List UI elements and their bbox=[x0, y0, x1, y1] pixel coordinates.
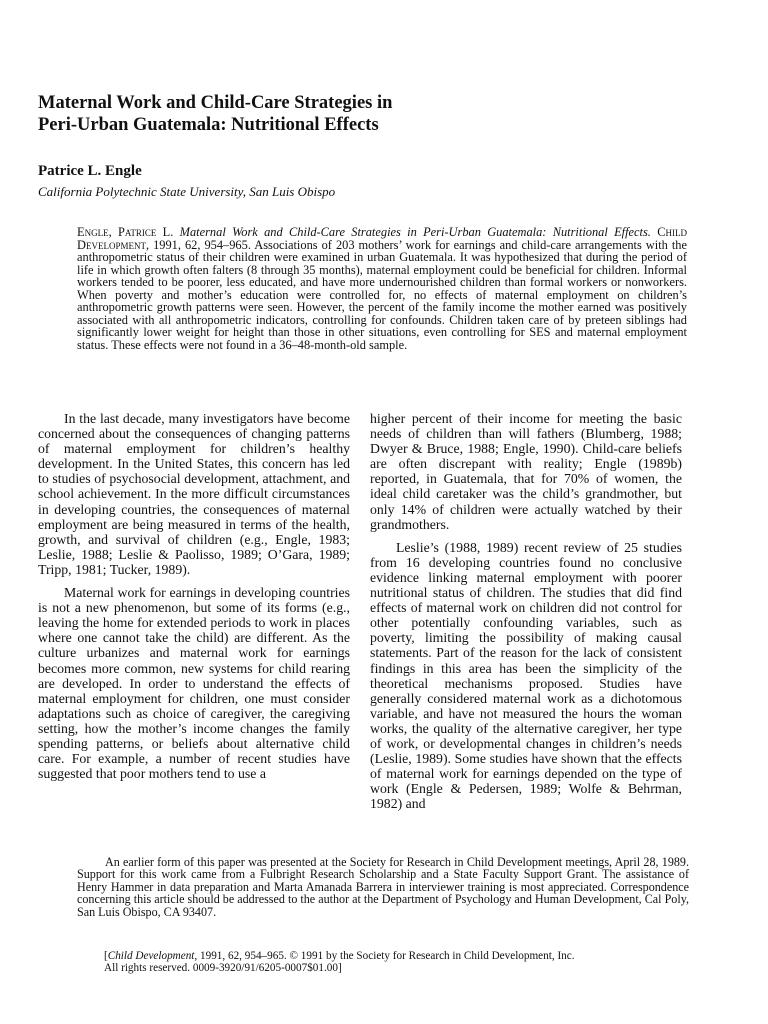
title-line-2: Peri-Urban Guatemala: Nutritional Effects bbox=[38, 115, 379, 135]
footnote-text: An earlier form of this paper was presented at the Society for Research in Child Development meetings, April 28, 1989. Support for this work came from a Fulbright Research Scholarship and a State Faculty Support Grant. The assistance of Henry Hammer in data preparation and Marta Amanada Barrera in interviewer training is most appreciated. Correspondence concerning this article should be addressed to the author at the Department of Psychology and Human Development, Cal Poly, San Luis Obispo, CA 93407. bbox=[77, 855, 689, 919]
copyright-line-2: All rights reserved. 0009-3920/91/6205-0007$01.00] bbox=[104, 962, 342, 974]
right-column bbox=[370, 411, 682, 819]
abstract-title-cite: Maternal Work and Child-Care Strategies in Peri-Urban Guatemala: Nutritional Effects. bbox=[179, 225, 651, 239]
abstract-body: Associations of 203 mothers’ work for earnings and child-care arrangements with the anthropometric status of their children were examined in urban Guatemala. It was hypothesized that during the period of life in which growth often falters (8 through 35 months), maternal employment could be beneficial for children. Informal workers tended to be poorer, less educated, and have more undernourished children than formal workers or nonworkers. When poverty and mother’s education were controlled for, no effects of maternal employment on children’s anthropometric growth patterns were seen. However, the percent of the family income the mother earned was positively associated with all anthropometric indicators, controlling for confounds. Children taken care of by preteen siblings had significantly lower weight for height than those in other situations, even controlling for SES and maternal employment status. These effects were not found in a 36–48-month-old sample. bbox=[77, 237, 687, 352]
copyright-line-1: 1991, 62, 954–965. © 1991 by the Society for Research in Child Development, Inc. bbox=[200, 950, 575, 962]
left-paragraph-1: In the last decade, many investigators have become concerned about the consequences of changing patterns of maternal employment for children’s healthy development. In the United States, this concern has led to studies of psychosocial development, attachment, and school achievement. In the more difficult circumstances in developing countries, the consequences of maternal employment are being measured in terms of the health, growth, and survival of children (e.g., Engle, 1983; Leslie, 1988; Leslie & Paolisso, 1989; O’Gara, 1989; Tripp, 1981; Tucker, 1989). bbox=[38, 411, 350, 577]
abstract bbox=[77, 226, 687, 351]
abstract-citation: 1991, 62, 954–965. bbox=[153, 237, 251, 252]
abstract-author-cite: Engle, Patrice L. bbox=[77, 225, 174, 239]
author-affiliation: California Polytechnic State University, San Luis Obispo bbox=[38, 184, 336, 199]
author-name: Patrice L. Engle bbox=[38, 163, 142, 179]
footnote bbox=[77, 856, 689, 918]
abstract-journal: Child Development, bbox=[77, 225, 687, 252]
right-paragraph-2: Leslie’s (1988, 1989) recent review of 25 studies from 16 developing countries found no conclusive evidence linking maternal employment with poorer nutritional status of children. The studies that did find effects of maternal work on children did not control for other potentially confounding variables, such as poverty, limiting the possibility of making causal statements. Part of the reason for the lack of consistent findings in this area has been the simplicity of the theoretical mechanisms proposed. Studies have generally considered maternal work as a dichotomous variable, and have not measured the hours the woman works, the quality of the alternative caregiver, her type of work, or developmental changes in children’s needs (Leslie, 1989). Some studies have shown that the effects of maternal work for earnings depended on the type of work (Engle & Pedersen, 1989; Wolfe & Behrman, 1982) and bbox=[370, 539, 682, 812]
copyright-notice: [Child Development, 1991, 62, 954–965. © 1991 by the Society for Research in Child Development, Inc. All rights reserved. 0009-3920/91/6205-0007$01.00] bbox=[104, 950, 575, 974]
left-column bbox=[38, 411, 350, 789]
right-paragraph-1: higher percent of their income for meeting the basic needs of children than will fathers (Blumberg, 1988; Dwyer & Bruce, 1988; Engle, 1990). Child-care beliefs are often discrepant with reality; Engle (1989b) reported, in Guatemala, that for 70% of women, the ideal child caretaker was the child’s grandmother, but only 14% of children were actually watched by their grandmothers. bbox=[370, 411, 682, 532]
title-line-1: Maternal Work and Child-Care Strategies in bbox=[38, 93, 393, 113]
copyright-journal: Child Development, bbox=[107, 950, 198, 962]
article-title bbox=[38, 92, 558, 136]
left-paragraph-2: Maternal work for earnings in developing countries is not a new phenomenon, but some of its forms (e.g., leaving the home for extended periods to work in places where one cannot take the child) are different. As the culture urbanizes and maternal work for earnings becomes more common, new systems for child rearing are developed. In order to understand the effects of maternal employment for children, one must consider adaptations such as choice of caregiver, the caregiving setting, how the mother’s income changes the family spending patterns, or beliefs about alternative child care. For example, a number of recent studies have suggested that poor mothers tend to use a bbox=[38, 585, 350, 782]
